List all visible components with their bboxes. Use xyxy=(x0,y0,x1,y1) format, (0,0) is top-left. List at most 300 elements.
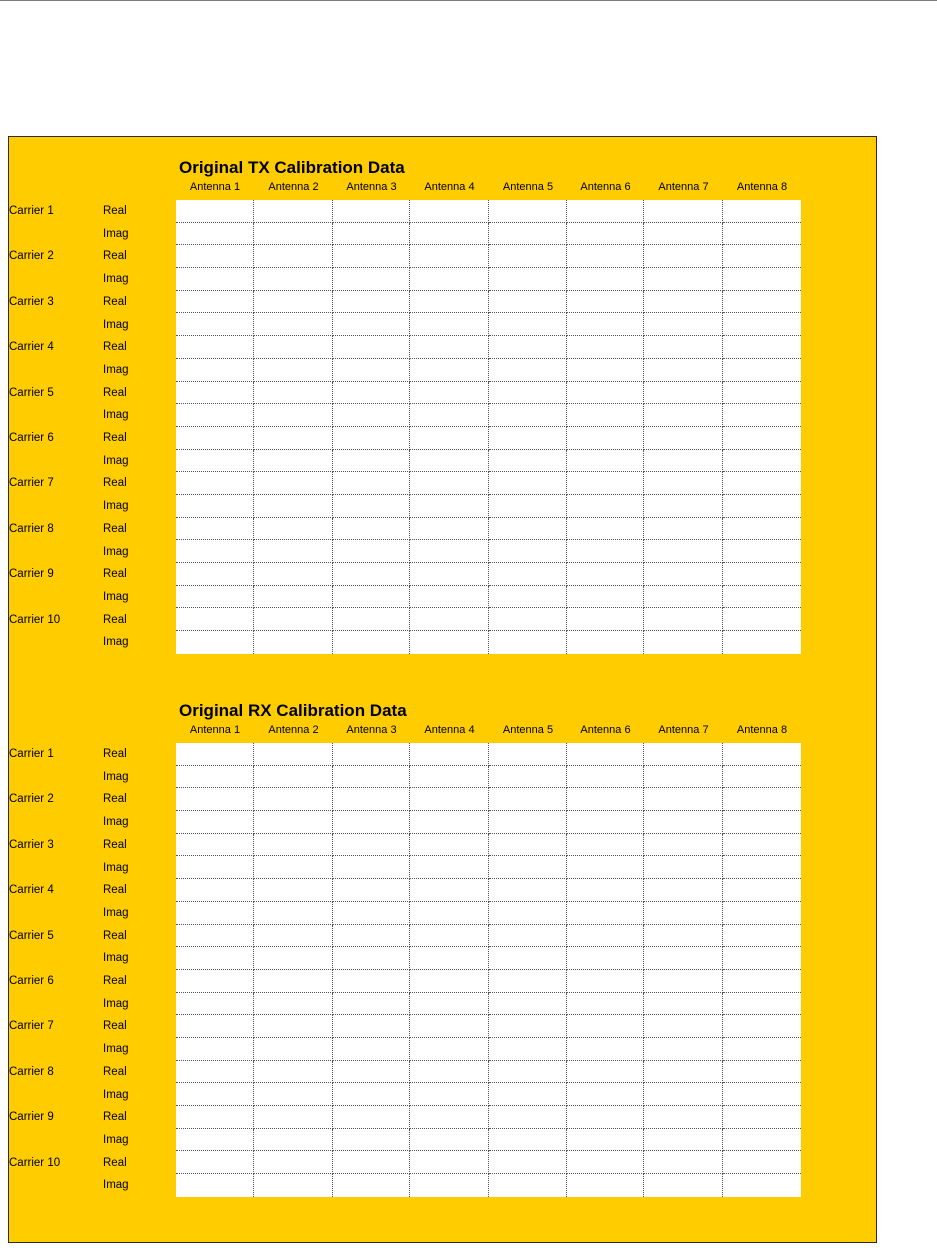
data-cell[interactable] xyxy=(723,925,801,948)
data-cell[interactable] xyxy=(254,359,333,382)
data-cell[interactable] xyxy=(644,291,723,314)
data-cell[interactable] xyxy=(567,268,644,291)
data-cell[interactable] xyxy=(567,472,644,495)
data-cell[interactable] xyxy=(723,766,801,789)
data-cell[interactable] xyxy=(176,1015,254,1038)
data-cell[interactable] xyxy=(489,404,567,427)
data-cell[interactable] xyxy=(489,1015,567,1038)
data-cell[interactable] xyxy=(489,291,567,314)
data-cell[interactable] xyxy=(723,382,801,405)
data-cell[interactable] xyxy=(333,382,410,405)
data-cell[interactable] xyxy=(254,268,333,291)
data-cell[interactable] xyxy=(723,359,801,382)
data-cell[interactable] xyxy=(410,970,489,993)
data-cell[interactable] xyxy=(567,631,644,654)
data-cell[interactable] xyxy=(644,993,723,1016)
data-cell[interactable] xyxy=(410,313,489,336)
data-cell[interactable] xyxy=(333,879,410,902)
data-cell[interactable] xyxy=(644,200,723,223)
data-cell[interactable] xyxy=(489,268,567,291)
data-cell[interactable] xyxy=(567,947,644,970)
data-cell[interactable] xyxy=(176,1151,254,1174)
data-cell[interactable] xyxy=(254,902,333,925)
data-cell[interactable] xyxy=(176,450,254,473)
data-cell[interactable] xyxy=(644,563,723,586)
data-cell[interactable] xyxy=(723,1061,801,1084)
data-cell[interactable] xyxy=(176,1083,254,1106)
data-cell[interactable] xyxy=(489,1151,567,1174)
data-cell[interactable] xyxy=(489,925,567,948)
data-cell[interactable] xyxy=(254,427,333,450)
data-cell[interactable] xyxy=(254,495,333,518)
data-cell[interactable] xyxy=(567,359,644,382)
data-cell[interactable] xyxy=(410,743,489,766)
data-cell[interactable] xyxy=(567,245,644,268)
data-cell[interactable] xyxy=(410,450,489,473)
data-cell[interactable] xyxy=(410,1151,489,1174)
data-cell[interactable] xyxy=(176,540,254,563)
data-cell[interactable] xyxy=(567,223,644,246)
data-cell[interactable] xyxy=(410,834,489,857)
data-cell[interactable] xyxy=(333,1151,410,1174)
data-cell[interactable] xyxy=(489,223,567,246)
data-cell[interactable] xyxy=(489,1129,567,1152)
data-cell[interactable] xyxy=(644,245,723,268)
data-cell[interactable] xyxy=(333,811,410,834)
data-cell[interactable] xyxy=(644,856,723,879)
data-cell[interactable] xyxy=(410,1038,489,1061)
data-cell[interactable] xyxy=(723,993,801,1016)
data-cell[interactable] xyxy=(567,586,644,609)
data-cell[interactable] xyxy=(254,1106,333,1129)
data-cell[interactable] xyxy=(489,1106,567,1129)
data-cell[interactable] xyxy=(723,268,801,291)
data-cell[interactable] xyxy=(410,788,489,811)
data-cell[interactable] xyxy=(644,788,723,811)
data-cell[interactable] xyxy=(567,856,644,879)
data-cell[interactable] xyxy=(489,313,567,336)
data-cell[interactable] xyxy=(567,495,644,518)
data-cell[interactable] xyxy=(644,743,723,766)
data-cell[interactable] xyxy=(333,743,410,766)
data-cell[interactable] xyxy=(410,902,489,925)
data-cell[interactable] xyxy=(567,563,644,586)
data-cell[interactable] xyxy=(723,495,801,518)
data-cell[interactable] xyxy=(176,608,254,631)
data-cell[interactable] xyxy=(176,382,254,405)
data-cell[interactable] xyxy=(567,1083,644,1106)
data-cell[interactable] xyxy=(333,586,410,609)
data-cell[interactable] xyxy=(723,879,801,902)
data-cell[interactable] xyxy=(723,743,801,766)
data-cell[interactable] xyxy=(176,970,254,993)
data-cell[interactable] xyxy=(176,1106,254,1129)
data-cell[interactable] xyxy=(254,1083,333,1106)
data-cell[interactable] xyxy=(723,540,801,563)
data-cell[interactable] xyxy=(644,947,723,970)
data-cell[interactable] xyxy=(567,404,644,427)
data-cell[interactable] xyxy=(410,1015,489,1038)
data-cell[interactable] xyxy=(333,291,410,314)
data-cell[interactable] xyxy=(644,1038,723,1061)
data-cell[interactable] xyxy=(176,925,254,948)
data-cell[interactable] xyxy=(644,223,723,246)
data-cell[interactable] xyxy=(254,291,333,314)
data-cell[interactable] xyxy=(254,450,333,473)
data-cell[interactable] xyxy=(723,608,801,631)
data-cell[interactable] xyxy=(489,472,567,495)
data-cell[interactable] xyxy=(723,834,801,857)
data-cell[interactable] xyxy=(410,495,489,518)
data-cell[interactable] xyxy=(254,947,333,970)
data-cell[interactable] xyxy=(333,268,410,291)
data-cell[interactable] xyxy=(489,336,567,359)
data-cell[interactable] xyxy=(254,970,333,993)
data-cell[interactable] xyxy=(723,902,801,925)
data-cell[interactable] xyxy=(644,766,723,789)
data-cell[interactable] xyxy=(410,518,489,541)
data-cell[interactable] xyxy=(410,223,489,246)
data-cell[interactable] xyxy=(254,586,333,609)
data-cell[interactable] xyxy=(567,993,644,1016)
data-cell[interactable] xyxy=(254,382,333,405)
data-cell[interactable] xyxy=(176,631,254,654)
data-cell[interactable] xyxy=(254,1038,333,1061)
data-cell[interactable] xyxy=(176,472,254,495)
data-cell[interactable] xyxy=(254,313,333,336)
data-cell[interactable] xyxy=(567,427,644,450)
data-cell[interactable] xyxy=(723,336,801,359)
data-cell[interactable] xyxy=(410,336,489,359)
data-cell[interactable] xyxy=(644,450,723,473)
data-cell[interactable] xyxy=(644,495,723,518)
data-cell[interactable] xyxy=(489,902,567,925)
data-cell[interactable] xyxy=(567,200,644,223)
data-cell[interactable] xyxy=(410,1083,489,1106)
data-cell[interactable] xyxy=(723,788,801,811)
data-cell[interactable] xyxy=(410,766,489,789)
data-cell[interactable] xyxy=(567,450,644,473)
data-cell[interactable] xyxy=(333,1061,410,1084)
data-cell[interactable] xyxy=(567,879,644,902)
data-cell[interactable] xyxy=(644,1174,723,1197)
data-cell[interactable] xyxy=(489,1174,567,1197)
data-cell[interactable] xyxy=(723,1106,801,1129)
data-cell[interactable] xyxy=(176,586,254,609)
data-cell[interactable] xyxy=(176,1174,254,1197)
data-cell[interactable] xyxy=(410,879,489,902)
data-cell[interactable] xyxy=(723,245,801,268)
data-cell[interactable] xyxy=(410,993,489,1016)
data-cell[interactable] xyxy=(723,947,801,970)
data-cell[interactable] xyxy=(333,1106,410,1129)
data-cell[interactable] xyxy=(333,359,410,382)
data-cell[interactable] xyxy=(567,811,644,834)
data-cell[interactable] xyxy=(333,766,410,789)
data-cell[interactable] xyxy=(254,200,333,223)
data-cell[interactable] xyxy=(489,1061,567,1084)
data-cell[interactable] xyxy=(333,200,410,223)
data-cell[interactable] xyxy=(333,540,410,563)
data-cell[interactable] xyxy=(644,518,723,541)
data-cell[interactable] xyxy=(176,427,254,450)
data-cell[interactable] xyxy=(644,970,723,993)
data-cell[interactable] xyxy=(333,631,410,654)
data-cell[interactable] xyxy=(410,811,489,834)
data-cell[interactable] xyxy=(644,540,723,563)
data-cell[interactable] xyxy=(489,970,567,993)
data-cell[interactable] xyxy=(176,200,254,223)
data-cell[interactable] xyxy=(644,811,723,834)
data-cell[interactable] xyxy=(644,834,723,857)
data-cell[interactable] xyxy=(567,518,644,541)
data-cell[interactable] xyxy=(644,1015,723,1038)
data-cell[interactable] xyxy=(254,404,333,427)
data-cell[interactable] xyxy=(176,811,254,834)
data-cell[interactable] xyxy=(567,336,644,359)
data-cell[interactable] xyxy=(176,336,254,359)
data-cell[interactable] xyxy=(489,200,567,223)
data-cell[interactable] xyxy=(644,608,723,631)
data-cell[interactable] xyxy=(567,1106,644,1129)
data-cell[interactable] xyxy=(254,563,333,586)
data-cell[interactable] xyxy=(489,518,567,541)
data-cell[interactable] xyxy=(567,1174,644,1197)
data-cell[interactable] xyxy=(489,947,567,970)
data-cell[interactable] xyxy=(567,540,644,563)
data-cell[interactable] xyxy=(333,1174,410,1197)
data-cell[interactable] xyxy=(723,1015,801,1038)
data-cell[interactable] xyxy=(410,608,489,631)
data-cell[interactable] xyxy=(254,1151,333,1174)
data-cell[interactable] xyxy=(489,540,567,563)
data-cell[interactable] xyxy=(333,223,410,246)
data-cell[interactable] xyxy=(176,313,254,336)
data-cell[interactable] xyxy=(489,811,567,834)
data-cell[interactable] xyxy=(333,993,410,1016)
data-cell[interactable] xyxy=(567,970,644,993)
data-cell[interactable] xyxy=(489,743,567,766)
data-cell[interactable] xyxy=(333,563,410,586)
data-cell[interactable] xyxy=(644,472,723,495)
data-cell[interactable] xyxy=(333,427,410,450)
data-cell[interactable] xyxy=(333,245,410,268)
data-cell[interactable] xyxy=(254,336,333,359)
data-cell[interactable] xyxy=(567,788,644,811)
data-cell[interactable] xyxy=(644,586,723,609)
data-cell[interactable] xyxy=(644,1151,723,1174)
data-cell[interactable] xyxy=(567,608,644,631)
data-cell[interactable] xyxy=(723,586,801,609)
data-cell[interactable] xyxy=(410,586,489,609)
data-cell[interactable] xyxy=(489,608,567,631)
data-cell[interactable] xyxy=(723,631,801,654)
data-cell[interactable] xyxy=(489,586,567,609)
data-cell[interactable] xyxy=(644,359,723,382)
data-cell[interactable] xyxy=(410,1106,489,1129)
data-cell[interactable] xyxy=(333,856,410,879)
data-cell[interactable] xyxy=(489,631,567,654)
data-cell[interactable] xyxy=(723,1129,801,1152)
data-cell[interactable] xyxy=(254,1061,333,1084)
data-cell[interactable] xyxy=(723,291,801,314)
data-cell[interactable] xyxy=(723,970,801,993)
data-cell[interactable] xyxy=(723,313,801,336)
data-cell[interactable] xyxy=(333,495,410,518)
data-cell[interactable] xyxy=(176,947,254,970)
data-cell[interactable] xyxy=(333,1015,410,1038)
data-cell[interactable] xyxy=(644,336,723,359)
data-cell[interactable] xyxy=(254,766,333,789)
data-cell[interactable] xyxy=(254,788,333,811)
data-cell[interactable] xyxy=(176,563,254,586)
data-cell[interactable] xyxy=(176,879,254,902)
data-cell[interactable] xyxy=(333,336,410,359)
data-cell[interactable] xyxy=(410,1061,489,1084)
data-cell[interactable] xyxy=(176,268,254,291)
data-cell[interactable] xyxy=(254,518,333,541)
data-cell[interactable] xyxy=(333,947,410,970)
data-cell[interactable] xyxy=(410,856,489,879)
data-cell[interactable] xyxy=(489,427,567,450)
data-cell[interactable] xyxy=(176,788,254,811)
data-cell[interactable] xyxy=(176,245,254,268)
data-cell[interactable] xyxy=(723,811,801,834)
data-cell[interactable] xyxy=(567,1038,644,1061)
data-cell[interactable] xyxy=(410,382,489,405)
data-cell[interactable] xyxy=(567,834,644,857)
data-cell[interactable] xyxy=(176,902,254,925)
data-cell[interactable] xyxy=(410,1129,489,1152)
data-cell[interactable] xyxy=(489,1038,567,1061)
data-cell[interactable] xyxy=(489,1083,567,1106)
data-cell[interactable] xyxy=(567,1015,644,1038)
data-cell[interactable] xyxy=(489,766,567,789)
data-cell[interactable] xyxy=(410,947,489,970)
data-cell[interactable] xyxy=(644,313,723,336)
data-cell[interactable] xyxy=(489,563,567,586)
data-cell[interactable] xyxy=(333,313,410,336)
data-cell[interactable] xyxy=(176,291,254,314)
data-cell[interactable] xyxy=(567,382,644,405)
data-cell[interactable] xyxy=(723,518,801,541)
data-cell[interactable] xyxy=(567,1061,644,1084)
data-cell[interactable] xyxy=(333,518,410,541)
data-cell[interactable] xyxy=(176,1129,254,1152)
data-cell[interactable] xyxy=(410,427,489,450)
data-cell[interactable] xyxy=(489,879,567,902)
data-cell[interactable] xyxy=(644,1061,723,1084)
data-cell[interactable] xyxy=(410,404,489,427)
data-cell[interactable] xyxy=(723,563,801,586)
data-cell[interactable] xyxy=(723,223,801,246)
data-cell[interactable] xyxy=(567,313,644,336)
data-cell[interactable] xyxy=(489,834,567,857)
data-cell[interactable] xyxy=(333,472,410,495)
data-cell[interactable] xyxy=(176,518,254,541)
data-cell[interactable] xyxy=(410,291,489,314)
data-cell[interactable] xyxy=(254,834,333,857)
data-cell[interactable] xyxy=(644,879,723,902)
data-cell[interactable] xyxy=(644,1106,723,1129)
data-cell[interactable] xyxy=(644,902,723,925)
data-cell[interactable] xyxy=(333,925,410,948)
data-cell[interactable] xyxy=(254,1015,333,1038)
data-cell[interactable] xyxy=(489,495,567,518)
data-cell[interactable] xyxy=(410,359,489,382)
data-cell[interactable] xyxy=(176,834,254,857)
data-cell[interactable] xyxy=(176,993,254,1016)
data-cell[interactable] xyxy=(489,788,567,811)
data-cell[interactable] xyxy=(567,925,644,948)
data-cell[interactable] xyxy=(410,631,489,654)
data-cell[interactable] xyxy=(254,631,333,654)
data-cell[interactable] xyxy=(254,811,333,834)
data-cell[interactable] xyxy=(410,472,489,495)
data-cell[interactable] xyxy=(644,1129,723,1152)
data-cell[interactable] xyxy=(489,245,567,268)
data-cell[interactable] xyxy=(723,1083,801,1106)
data-cell[interactable] xyxy=(333,970,410,993)
data-cell[interactable] xyxy=(723,200,801,223)
data-cell[interactable] xyxy=(410,245,489,268)
data-cell[interactable] xyxy=(644,427,723,450)
data-cell[interactable] xyxy=(333,450,410,473)
data-cell[interactable] xyxy=(254,472,333,495)
data-cell[interactable] xyxy=(176,856,254,879)
data-cell[interactable] xyxy=(644,404,723,427)
data-cell[interactable] xyxy=(333,834,410,857)
data-cell[interactable] xyxy=(644,631,723,654)
data-cell[interactable] xyxy=(254,223,333,246)
data-cell[interactable] xyxy=(333,1129,410,1152)
data-cell[interactable] xyxy=(410,268,489,291)
data-cell[interactable] xyxy=(489,993,567,1016)
data-cell[interactable] xyxy=(723,450,801,473)
data-cell[interactable] xyxy=(176,223,254,246)
data-cell[interactable] xyxy=(489,450,567,473)
data-cell[interactable] xyxy=(567,291,644,314)
data-cell[interactable] xyxy=(254,608,333,631)
data-cell[interactable] xyxy=(644,268,723,291)
data-cell[interactable] xyxy=(410,540,489,563)
data-cell[interactable] xyxy=(333,1038,410,1061)
data-cell[interactable] xyxy=(410,200,489,223)
data-cell[interactable] xyxy=(254,1129,333,1152)
data-cell[interactable] xyxy=(489,359,567,382)
data-cell[interactable] xyxy=(254,993,333,1016)
data-cell[interactable] xyxy=(333,1083,410,1106)
data-cell[interactable] xyxy=(644,382,723,405)
data-cell[interactable] xyxy=(333,608,410,631)
data-cell[interactable] xyxy=(723,1174,801,1197)
data-cell[interactable] xyxy=(333,404,410,427)
data-cell[interactable] xyxy=(410,925,489,948)
data-cell[interactable] xyxy=(176,495,254,518)
data-cell[interactable] xyxy=(489,382,567,405)
data-cell[interactable] xyxy=(176,766,254,789)
data-cell[interactable] xyxy=(723,404,801,427)
data-cell[interactable] xyxy=(567,766,644,789)
data-cell[interactable] xyxy=(176,1038,254,1061)
data-cell[interactable] xyxy=(176,359,254,382)
data-cell[interactable] xyxy=(567,1129,644,1152)
data-cell[interactable] xyxy=(723,1038,801,1061)
data-cell[interactable] xyxy=(333,902,410,925)
data-cell[interactable] xyxy=(644,925,723,948)
data-cell[interactable] xyxy=(254,856,333,879)
data-cell[interactable] xyxy=(644,1083,723,1106)
